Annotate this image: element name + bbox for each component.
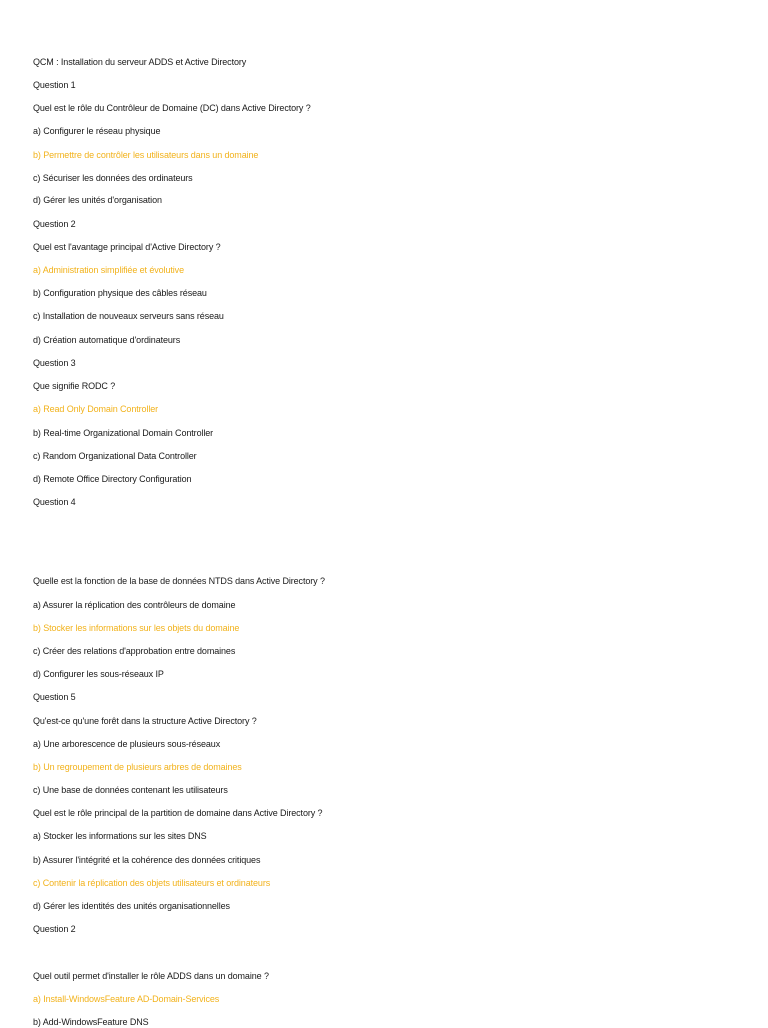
- correct-answer-option: a) Install-WindowsFeature AD-Domain-Services: [33, 994, 220, 1004]
- answer-option: b) Real-time Organizational Domain Controller: [33, 428, 214, 438]
- question-number: Question 2: [33, 924, 76, 934]
- answer-option: a) Assurer la réplication des contrôleurs de domaine: [33, 600, 236, 610]
- question-number: Question 2: [33, 219, 76, 229]
- answer-option: b) Add-WindowsFeature DNS: [33, 1017, 149, 1027]
- document-title: QCM : Installation du serveur ADDS et Active Directory: [33, 57, 247, 67]
- answer-option: c) Installation de nouveaux serveurs sans réseau: [33, 311, 224, 321]
- answer-option: c) Random Organizational Data Controller: [33, 451, 197, 461]
- answer-option: c) Sécuriser les données des ordinateurs: [33, 173, 193, 183]
- answer-option: c) Une base de données contenant les utilisateurs: [33, 785, 228, 795]
- correct-answer-option: b) Stocker les informations sur les objets du domaine: [33, 623, 240, 633]
- answer-option: d) Création automatique d'ordinateurs: [33, 335, 181, 345]
- correct-answer-option: b) Un regroupement de plusieurs arbres de domaines: [33, 762, 242, 772]
- question-number: Question 1: [33, 80, 76, 90]
- question-text: Que signifie RODC ?: [33, 381, 116, 391]
- answer-option: a) Configurer le réseau physique: [33, 126, 161, 136]
- answer-option: d) Gérer les identités des unités organisationnelles: [33, 901, 230, 911]
- correct-answer-option: a) Administration simplifiée et évolutive: [33, 265, 184, 275]
- question-text: Quel est l'avantage principal d'Active Directory ?: [33, 242, 221, 252]
- question-text: Quel outil permet d'installer le rôle ADDS dans un domaine ?: [33, 971, 269, 981]
- correct-answer-option: b) Permettre de contrôler les utilisateurs dans un domaine: [33, 150, 259, 160]
- answer-option: b) Configuration physique des câbles réseau: [33, 288, 207, 298]
- question-text: Quelle est la fonction de la base de données NTDS dans Active Directory ?: [33, 576, 325, 586]
- correct-answer-option: a) Read Only Domain Controller: [33, 404, 159, 414]
- answer-option: d) Configurer les sous-réseaux IP: [33, 669, 164, 679]
- answer-option: d) Remote Office Directory Configuration: [33, 474, 192, 484]
- question-text: Qu'est-ce qu'une forêt dans la structure Active Directory ?: [33, 716, 257, 726]
- question-number: Question 3: [33, 358, 76, 368]
- question-text: Quel est le rôle principal de la partition de domaine dans Active Directory ?: [33, 808, 323, 818]
- question-text: Quel est le rôle du Contrôleur de Domaine (DC) dans Active Directory ?: [33, 103, 311, 113]
- question-number: Question 4: [33, 497, 76, 507]
- question-number: Question 5: [33, 692, 76, 702]
- answer-option: d) Gérer les unités d'organisation: [33, 195, 162, 205]
- answer-option: a) Une arborescence de plusieurs sous-réseaux: [33, 739, 221, 749]
- answer-option: c) Créer des relations d'approbation entre domaines: [33, 646, 236, 656]
- answer-option: b) Assurer l'intégrité et la cohérence des données critiques: [33, 855, 261, 865]
- correct-answer-option: c) Contenir la réplication des objets utilisateurs et ordinateurs: [33, 878, 271, 888]
- answer-option: a) Stocker les informations sur les sites DNS: [33, 831, 207, 841]
